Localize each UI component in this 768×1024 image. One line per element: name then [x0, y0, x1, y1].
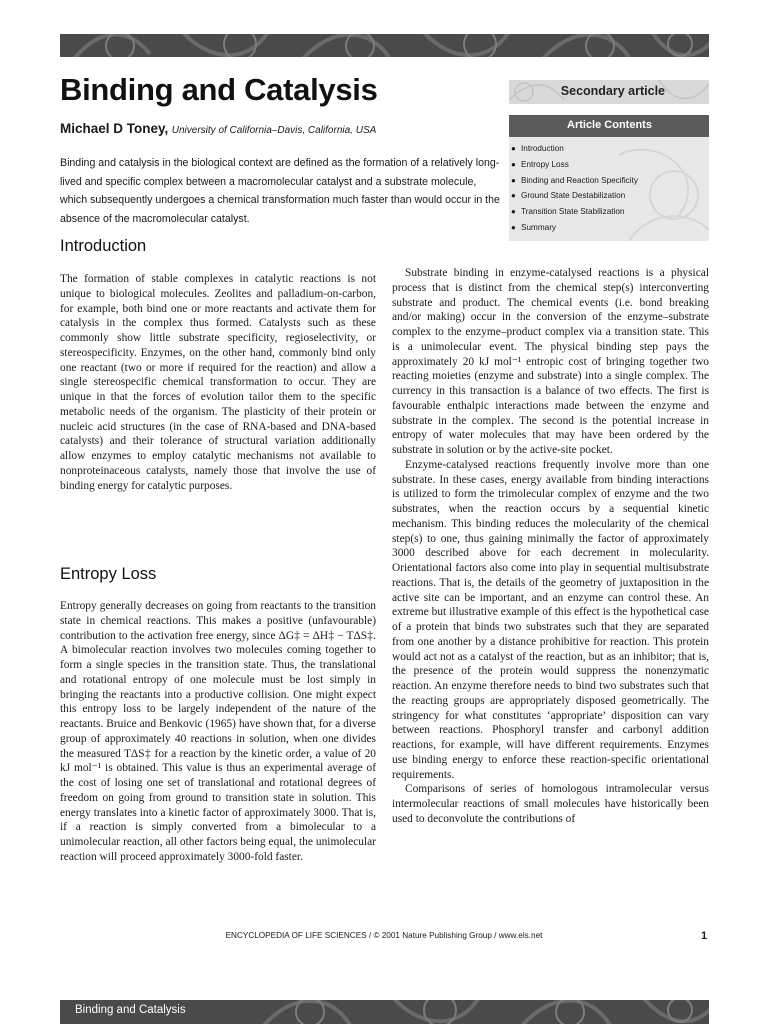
contents-item-entropy-loss[interactable]	[509, 157, 638, 173]
contents-item-introduction[interactable]	[509, 141, 638, 157]
introduction-body: The formation of stable complexes in catalytic reactions is not unique to biological molecules. Zeolites and palladium-on-carbon, for example, both bind one or more reactants and activate them for catalysis in the complex thus formed. Catalysts such as these commonly show little substrate specificity, regioselectivity, or stereospecificity. Enzymes, on the other hand, commonly bind only one reactant (two or more if required for the reaction) and allow a single stereospecific chemical transformation to occur. They are unique in that the forces of evolution tailor them to the specific metabolic needs of the organism. The plasticity of their protein or nucleic acid structures (in the case of RNA-based and DNA-based catalysts) and their tolerance of structural variation additionally allow enzymes to employ catalytic mechanisms not available to nonproteinaceous catalysts, namely those that involve the use of binding energy for catalytic purposes.	[60, 273, 376, 492]
introduction-heading: Introduction	[60, 237, 147, 255]
author-affiliation: University of California–Davis, California, USA	[171, 125, 377, 136]
paragraph: Substrate binding in enzyme-catalysed reactions is a physical process that is distinct from the chemical step(s) interconverting substrate and product. The chemical events (i.e. bond breaking and/or making) occur in the conversion of the enzyme–substrate complex to the enzyme–product complex via a transition state. This is a unimolecular event. The physical binding step pays the approximately 20 kJ mol⁻¹ entropic cost of bringing together two reacting moieties (enzyme and substrate) into a single complex. The currency in this transaction is a balance of two effects. The first is favourable enthalpic interactions made between the enzyme and substrate in the complex. The second is the potential increase in entropy of water molecules that may have been ordered by the substrate in solution or by the active-site pocket.	[392, 267, 709, 456]
right-column	[392, 266, 709, 827]
contents-item-summary[interactable]	[509, 220, 638, 236]
contents-item-binding-specificity[interactable]	[509, 173, 638, 189]
article-title: Binding and Catalysis	[60, 72, 378, 107]
bullet-icon: ●	[511, 144, 516, 153]
contents-item-label: Binding and Reaction Specificity	[521, 175, 638, 185]
contents-item-label: Summary	[521, 222, 557, 232]
running-title: Binding and Catalysis	[75, 1004, 186, 1016]
footer-text: ENCYCLOPEDIA OF LIFE SCIENCES / © 2001 Nature Publishing Group / www.els.net	[225, 931, 543, 940]
article-contents-header	[509, 115, 709, 137]
secondary-article-box	[509, 80, 709, 104]
paragraph: Enzyme-catalysed reactions frequently involve more than one substrate. In these cases, energy available from binding interactions is utilized to form the trimolecular complex of enzyme and the two substrates, when the reaction occurs by a sequential kinetic mechanism. This binding reduces the molecularity of the chemical step(s) to one, thus gaining minimally the factor of approximately 3000 described above for each decrement in molecularity. Orientational factors also come into play in sequential multisubstrate reactions. That is, the details of the geometry of juxtaposition in the active site can be important, and an enzyme can control these. An extreme but illustrative example of this effect is the hypothetical case of a protein that binds two substrates such that they are separated from one another by a distance prohibitive for reaction. This protein would act not as a catalyst of the reaction, but as an inhibitor; that is, the presence of the protein would suppress the nonenzymatic reaction. An enzyme therefore needs to bind two substrates such that the reacting groups are appropriately disposed geometrically. The stringency for what constitutes ‘appropriate’ disposition can vary between reactions. Phosphoryl transfer and carbonyl addition reactions, for example, will have different requirements. Enzymes use binding energy to enforce these reaction-specific orientational requirements.	[392, 458, 709, 781]
bullet-icon: ●	[511, 207, 516, 217]
article-contents-box	[509, 115, 709, 241]
paragraph: Comparisons of series of homologous intramolecular versus intermolecular reactions of small molecules have historically been used to deconvolute the contributions of	[392, 783, 709, 825]
bullet-icon: ●	[511, 222, 516, 232]
article-contents-heading: Article Contents	[567, 119, 652, 131]
page-number: 1	[701, 930, 708, 942]
swirl-pattern-icon	[60, 34, 709, 57]
bullet-icon: ●	[511, 191, 516, 201]
bullet-icon: ●	[511, 175, 516, 185]
article-contents-list	[509, 141, 638, 236]
abstract: Binding and catalysis in the biological context are defined as the formation of a relatively long-lived and specific complex between a macromolecular catalyst and a substrate molecule, which subsequently undergoes a chemical transformation much faster than would occur in the absence of the macromolecular catalyst.	[60, 157, 500, 225]
secondary-article-label: Secondary article	[560, 84, 665, 98]
bullet-icon: ●	[511, 159, 516, 169]
header-decorative-band	[60, 34, 709, 57]
contents-item-transition-state[interactable]	[509, 204, 638, 220]
byline	[60, 121, 376, 136]
contents-item-label: Transition State Stabilization	[521, 207, 625, 217]
entropy-loss-heading: Entropy Loss	[60, 565, 157, 583]
entropy-loss-body: Entropy generally decreases on going from reactants to the transition state in chemical reactions. This makes a positive (unfavourable) contribution to the activation free energy, since ΔG‡ = ΔH‡ − TΔS‡. A bimolecular reaction involves two molecules coming together to form a single species in the transition state. Thus, the translational and rotational entropy of one molecule must be lost simply in bringing the reactants into a productive collision. One might expect this entropy loss to be largely independent of the nature of the reactants. Bruice and Benkovic (1965) have shown that, for a diverse group of approximately 40 reactions in solution, when one divides the measured TΔS‡ for a reaction by the kinetic order, a value of 20 kJ mol⁻¹ is obtained. This value is thus an experimental average of the cost of losing one set of translational and rotational degrees of freedom on going from ground to transition state in solution. This energy translates into a kinetic factor of approximately 3000. That is, if a reaction is simply converted from a bimolecular to a unimolecular reaction, all other factors being equal, the unimolecular reaction will proceed approximately 3000-fold faster.	[60, 600, 376, 863]
contents-item-ground-state[interactable]	[509, 188, 638, 204]
contents-item-label: Ground State Destabilization	[521, 191, 626, 201]
contents-item-label: Introduction	[521, 144, 564, 153]
author-name: Michael D Toney,	[60, 121, 169, 136]
footer-decorative-band	[60, 1000, 709, 1024]
contents-item-label: Entropy Loss	[521, 159, 569, 169]
